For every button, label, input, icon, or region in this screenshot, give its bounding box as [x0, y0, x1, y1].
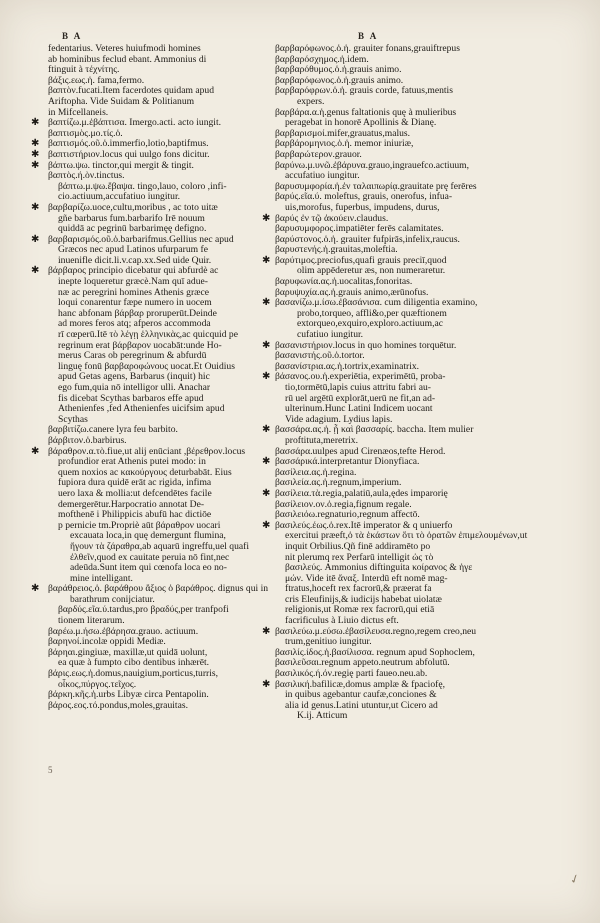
- entry-text: βαρύς.εῖα.ύ. moleftus, grauis, onerofus, infua-: [275, 191, 453, 203]
- entry-text: βαρβαρίζω.uoce,cultu,moribus , ac toto uitæ: [48, 201, 218, 213]
- entry-text: βασσάρικά.interpretantur Dionyfiaca.: [275, 456, 420, 468]
- entry-text: βασιλεύς.έως.ὁ.rex.Itē imperator & q uniuerfo: [275, 519, 453, 531]
- entry-text: βασιλίς.ίδος.ἡ.βασίλισσα. regnum apud Sophoclem,: [275, 646, 475, 658]
- entry-text: fis dicebat Scythas barbaros effe apud: [58, 392, 204, 404]
- asterisk-icon: ✱: [31, 265, 40, 277]
- asterisk-icon: ✱: [31, 159, 40, 171]
- entry-text: βασιλειόω.regnaturio,regnum affectō.: [275, 509, 420, 521]
- asterisk-icon: ✱: [31, 117, 40, 129]
- entry-text: βάρβιτον.ὁ.barbirus.: [48, 434, 127, 446]
- entry-text: βαρυστενής.ἡ.grauitas,moleftia.: [275, 244, 398, 256]
- entry-text: βαρβαρισμός.οῦ.ὁ.barbarifmus.Gellius nec apud: [48, 233, 234, 245]
- asterisk-icon: ✱: [262, 678, 271, 690]
- asterisk-icon: ✱: [262, 487, 271, 499]
- entry-text: βαρέω.μ.ήσω.ἐβάρησα.grauo. actiuum.: [48, 625, 199, 637]
- entry-text: rū uel argētū explorāt,uerū ne fit,an ad-: [285, 392, 436, 404]
- entry-text: βάξις.εως.ἡ. fama,fermo.: [48, 74, 145, 86]
- entry-text: βαρύστονος.ὁ.ἡ. grauiter fufpirās,infelix,raucus.: [275, 233, 460, 245]
- entry-text: demergerētur.Harpocratio annotat De-: [58, 498, 205, 510]
- entry-text: probo,torqueo, affli&o,per quæftionem: [297, 307, 447, 319]
- asterisk-icon: ✱: [262, 254, 271, 266]
- entry-text: βαρυφωνία.ας.ἡ.uocalitas,fonoritas.: [275, 276, 413, 288]
- entry-text: βασιλεύω.μ.εύσω.ἐβασίλευσα.regno,regem creo,neu: [275, 625, 477, 637]
- entry-text: βαπτισμός.οῦ.ὁ.immerfio,lotio,baptifmus.: [48, 138, 209, 150]
- entry-text: cufatiuo iungitur.: [297, 329, 364, 341]
- entry-text: μών. Vide itē ἄναξ. Interdū eft nomē mag-: [285, 572, 448, 584]
- entry-text: βαράθρειος.ὁ. βαράθρου ἄξιος ὁ βαράθρος. dignus qui in: [48, 583, 269, 595]
- entry-text: rī cœperū.Itē τὸ λέγῃ ἑλληνικὰς,ac quicquid pe: [58, 329, 238, 341]
- entry-text: βαρύνω.μ.υνῶ.ἐβάρυνα.grauo,ingrauefco.actiuum,: [275, 159, 470, 171]
- entry-text: βαρβαρόσχημος.ἡ.idem.: [275, 53, 369, 65]
- entry-text: ea quæ à fumpto cibo dentibus inhærēt.: [58, 657, 210, 669]
- entry-text: loqui conarentur fæpe numero in uocem: [58, 297, 212, 309]
- entry-text: quem noxios ac κακούργους deturbabāt. Eius: [58, 466, 232, 478]
- left-column: [31, 43, 298, 711]
- asterisk-icon: ✱: [262, 297, 271, 309]
- entry-text: p pernicie tm.Propriè aūt βάραθρον uocari: [58, 519, 221, 531]
- entry-text: βάραθρον.α.τὸ.fiue,ut alij enūciant ,βέρεθρον.locus: [48, 445, 246, 457]
- entry-text: βαπτιστήριον.locus qui uulgo fons dicitur.: [48, 148, 210, 160]
- right-column: [262, 43, 575, 722]
- entry-text: βασιλεῦσαι.regnum appeto.neutrum abfolutū.: [275, 657, 450, 669]
- entry-text: βάρις.εως.ἡ.domus,nauigium,porticus,turris,: [48, 668, 219, 680]
- entry-text: quiddā ac pegrinū barbarimęę defigno.: [58, 223, 207, 235]
- entry-text: apud Getas agens, Barbarus (inquit) hic: [58, 371, 210, 383]
- entry-text: ἤγουν τὰ ζάραθρα,ab aquarū ingreffu,uel quafi: [70, 540, 250, 552]
- entry-text: βασίλειον.ον.ὁ.regia,fignum regale.: [275, 498, 412, 510]
- entry-text: Græcos nec apud Latinos ufurparum fe: [58, 244, 208, 256]
- entry-text: ulterinum.Hunc Latini Indicem uocant: [285, 403, 433, 415]
- text-line: [275, 711, 575, 722]
- entry-text: inquit Orbilius.Qñ finē addiramēto po: [285, 540, 431, 552]
- entry-text: βάσανος.ου.ἡ.experiētia, experimētū, proba-: [275, 371, 446, 383]
- entry-text: βαρβάρα.α.ἡ.genus faltationis quę à mulieribus: [275, 106, 457, 118]
- asterisk-icon: ✱: [262, 339, 271, 351]
- entry-text: βασίλεια.ας.ἡ.regina.: [275, 466, 357, 478]
- asterisk-icon: ✱: [262, 456, 271, 468]
- entry-text: fupiora dura quidē erāt ac rigida, infima: [58, 477, 212, 489]
- entry-text: βαρηνοί.incolæ oppidi Mediæ.: [48, 636, 166, 648]
- entry-text: inuenifle dicit.li.v.cap.xx.Sed uide Quir.: [58, 254, 212, 266]
- entry-text: βαρβάρομηνιος.ὁ.ἡ. memor iniuriæ,: [275, 138, 414, 150]
- entry-text: mofthenē i Philippicis abufū hac dictiōe: [58, 509, 212, 521]
- asterisk-icon: ✱: [31, 445, 40, 457]
- entry-text: K.ij. Atticum: [297, 710, 348, 722]
- entry-text: peragebat in honorē Apollinis & Dianę.: [285, 117, 437, 129]
- asterisk-icon: ✱: [262, 424, 271, 436]
- entry-text: barathrum conijciatur.: [70, 593, 155, 605]
- entry-text: βαρβαρόφωνος.ὁ.ἡ. grauiter fonans,grauiftrepus: [275, 43, 460, 54]
- asterisk-icon: ✱: [262, 519, 271, 531]
- entry-text: βασανιστής.οῦ.ὁ.tortor.: [275, 350, 365, 362]
- entry-text: οἶκος,πύργος.τεῖχος.: [58, 678, 137, 690]
- entry-text: accufatiuo iungitur.: [285, 170, 360, 182]
- running-head-left: B A: [62, 31, 83, 41]
- asterisk-icon: ✱: [31, 138, 40, 150]
- entry-text: olim appēderetur æs, non numeraretur.: [297, 265, 446, 277]
- entry-text: gñe barbarus fum.barbarifo Irē nouum: [58, 212, 205, 224]
- entry-text: cio.actiuum,accufatiuo iungitur.: [58, 191, 181, 203]
- entry-text: ftratus,hoceft rex facrorū,& præerat fa: [285, 583, 432, 595]
- entry-text: tionem literarum.: [58, 615, 125, 627]
- entry-text: inepte loqueretur græcè.Nam quī adue-: [58, 276, 208, 288]
- entry-text: cris Eleufinijs,& iudicijs habebat uiolatæ: [285, 593, 442, 605]
- entry-text: βαρβαρόφωνος.ὁ.ἡ.grauis animo.: [275, 74, 404, 86]
- asterisk-icon: ✱: [262, 625, 271, 637]
- entry-text: Vide adagium. Lydius lapis.: [285, 413, 393, 425]
- entry-text: βασιλική.bafilicæ,domus amplæ & fpaciofę,: [275, 678, 445, 690]
- entry-text: Scythas: [58, 413, 88, 425]
- entry-text: βαρβαρόθυμος.ὁ.ἡ.grauis animo.: [275, 64, 402, 76]
- entry-text: βαρύς ἐν τῷ ἀκούειν.claudus.: [275, 212, 389, 224]
- asterisk-icon: ✱: [31, 233, 40, 245]
- entry-text: nit plerumq rex Perfarū intelligit ὡς τὸ: [285, 551, 434, 563]
- asterisk-icon: ✱: [262, 212, 271, 224]
- entry-text: fedentarius. Veteres huiufmodi homines: [48, 43, 201, 54]
- entry-text: exercitui præeft,ὁ τὰ ἑκάστων ὅτι τὸ ὁρατῶν ἐπιμελουμένων,ut: [285, 530, 528, 542]
- entry-text: βασιλεύς. Ammonius diftinguita κοίρανος & ἡγε: [285, 562, 473, 574]
- entry-text: βαπτὸν.fucati.Item facerdotes quidam apud: [48, 85, 214, 97]
- entry-text: βασσάρα.ας.ἡ. ᾗ καὶ βασσαρίς. baccha. Item mulier: [275, 424, 474, 436]
- entry-text: βασιλεία.ας.ἡ.regnum,imperium.: [275, 477, 402, 489]
- entry-text: βαρυψυχία.ας.ἡ.grauis animo,ærūnofus.: [275, 286, 429, 298]
- asterisk-icon: ✱: [31, 583, 40, 595]
- entry-text: expers.: [297, 95, 325, 107]
- entry-text: ftinguit à τέχνίτης.: [48, 64, 120, 76]
- asterisk-icon: ✱: [31, 148, 40, 160]
- entry-text: βαπτὸς.ή.ὸν.tinctus.: [48, 170, 125, 182]
- entry-text: βαρυσυμφορος.impatiēter ferēs calamitates.: [275, 223, 444, 235]
- entry-text: trum,genitiuo iungitur.: [285, 636, 372, 648]
- asterisk-icon: ✱: [31, 201, 40, 213]
- entry-text: βαρβαρόφρων.ὁ.ἡ. grauis corde, fatuus,mentis: [275, 85, 453, 97]
- entry-text: hanc abfonam βάρβαρ proruperūt.Deinde: [58, 307, 217, 319]
- entry-text: ad mores feros atq; afperos accommoda: [58, 318, 211, 330]
- entry-text: βαπτίζω.μ.ἐβάπτισα. Imergo.acti. acto iungit.: [48, 117, 222, 129]
- entry-text: ἐλθεῖν,quod ex cauitate peruia nō fint,nec: [70, 551, 230, 563]
- entry-text: linguę fonū βαρβαροφώνους uocat.Et Ouidius: [58, 360, 235, 372]
- entry-text: næ ac peregrini homines Athenis græce: [58, 286, 210, 298]
- entry-text: βάπτω.ψω. tinctor,qui mergit & tingit.: [48, 159, 194, 171]
- entry-text: mine intelligant.: [70, 572, 133, 584]
- entry-text: facrificulus à Liuio dictus eft.: [285, 615, 399, 627]
- entry-text: βασανιστήριον.locus in quo homines torquētur.: [275, 339, 457, 351]
- entry-text: βαρβιτίζω.canere lyra feu barbito.: [48, 424, 178, 436]
- entry-text: βάπτω.μ.ψω.ἔβαψα. tingo,lauo, coloro ,infi-: [58, 180, 227, 192]
- margin-check-mark: ✓: [567, 870, 582, 888]
- entry-text: in Mifcellaneis.: [48, 106, 109, 118]
- entry-text: βάρηαι.gingiuæ, maxillæ,ut quidā uolunt,: [48, 646, 208, 658]
- entry-text: ego fum,quia nō intelligor ulli. Anachar: [58, 382, 211, 393]
- entry-text: extorqueo,exquiro,exploro.actiuum,ac: [297, 318, 443, 330]
- entry-text: βασανίστρια.ας.ἡ.tortrix,examinatrix.: [275, 360, 420, 372]
- entry-text: βαρβαρώτερον.grauor.: [275, 148, 362, 160]
- running-head-right: B A: [358, 31, 379, 41]
- entry-text: Ariftopha. Vide Suidam & Politianum: [48, 95, 195, 107]
- entry-text: merus Caras ob peregrinum & abfurdū: [58, 350, 207, 362]
- entry-text: ab hominibus feclud ebant. Ammonius di: [48, 53, 207, 65]
- entry-text: βαρδύς.εῖα.ύ.tardus,pro βραδύς,per tranfpofi: [58, 604, 229, 616]
- page-footer-mark: 5: [48, 765, 53, 775]
- text-line: [48, 701, 298, 712]
- entry-text: βάρκη.κῆς.ἡ.urbs Libyæ circa Pentapolin.: [48, 689, 209, 701]
- entry-text: βασιλικός.ή.όν.regię parti faueo.neu.ab.: [275, 668, 428, 680]
- entry-text: Athenienfes ,fed Athenienfes uicifsim apud: [58, 403, 225, 415]
- entry-text: βαρβαρισμοί.mifer,grauatus,malus.: [275, 127, 411, 139]
- entry-text: uis,morofus, fuperbus, impudens, durus,: [285, 201, 440, 213]
- entry-text: tio,tormētū,lapis cuius attritu fabri au-: [285, 382, 432, 393]
- entry-text: uero laxa & mollia:ut defcendētes facile: [58, 487, 212, 499]
- entry-text: in quibus agebantur caufæ,conciones &: [285, 689, 437, 701]
- entry-text: βασίλεια.τὰ.regia,palatiū,aula,ędes imparorię: [275, 487, 448, 499]
- entry-text: regrinum erat βάρβαρον uocabāt:unde Ho-: [58, 339, 222, 351]
- entry-text: βασανίζω.μ.ίσω.ἐβασάνισα. cum diligentia examino,: [275, 297, 478, 309]
- entry-text: adeūda.Sunt item qui cœnofa loca eo no-: [70, 562, 227, 574]
- asterisk-icon: ✱: [262, 371, 271, 383]
- entry-text: profundior erat Athenis putei modo: in: [58, 456, 206, 468]
- entry-text: βάρβαρος principio dicebatur qui abfurdè ac: [48, 265, 219, 277]
- entry-text: βαρυσυμφορία.ἡ.ἐν ταλαιπωρίᾳ.grauitate prę ferēres: [275, 180, 477, 192]
- entry-text: proftituta,meretrix.: [285, 434, 358, 446]
- entry-text: religionis,ut Romæ rex facrorū,qui etiā: [285, 604, 435, 616]
- entry-text: excauata loca,in quę demergunt flumina,: [70, 530, 226, 542]
- entry-text: βάρος.εος.τό.pondus,moles,grauitas.: [48, 699, 188, 711]
- entry-text: βαρύτιμος.preciofus,quafi grauis preciī,quod: [275, 254, 447, 266]
- entry-text: βαπτισμὸς.μο.τίς.ὁ.: [48, 127, 123, 139]
- entry-text: alia id genus.Latini utuntur,ut Cicero ad: [285, 699, 438, 711]
- entry-text: βασσάρα.uulpes apud Cirenæos,tefte Herod.: [275, 445, 446, 457]
